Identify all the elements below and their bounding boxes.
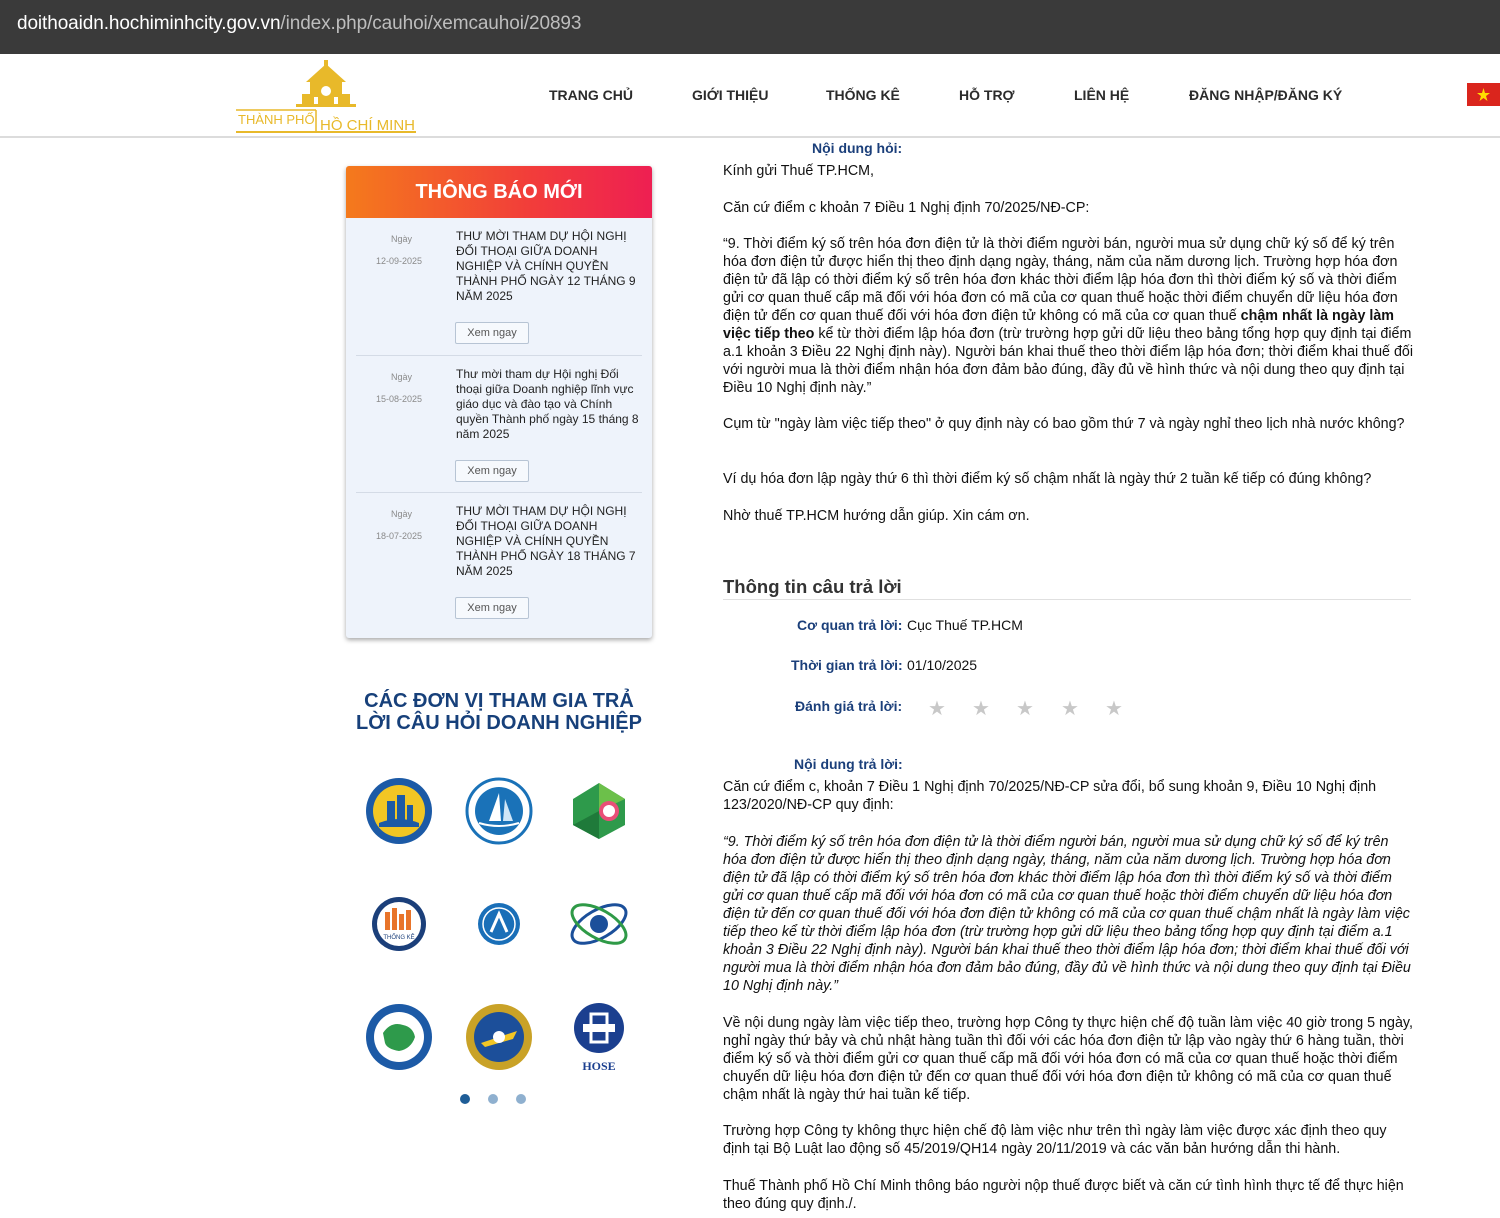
nha-be-emblem-icon <box>365 777 433 845</box>
notice-item <box>356 492 642 629</box>
nav-login-register[interactable]: ĐĂNG NHẬP/ĐĂNG KÝ <box>1189 87 1343 103</box>
logo-text-line2: HỒ CHÍ MINH <box>320 117 415 134</box>
url-text[interactable] <box>17 13 581 35</box>
question-paragraph: Kính gửi Thuế TP.HCM, <box>723 163 875 179</box>
new-notices-panel <box>346 166 652 638</box>
question-quote-part1: “9. Thời điểm ký số trên hóa đơn điện tử là thời điểm người bán, người mua sử dụng chữ ký số để ký trên hóa đơn điện tử được hiển thị theo định dạng ngày, tháng, năm của năm dương lịch. Trường hợp hóa đơn điện tử đã lập có thời điểm ký số trên hóa đơn khác thời điểm lập hóa đơn thì thời điểm ký số và thời điểm gửi cơ quan thuế cấp mã đối với hóa đơn có mã của cơ quan thuế hoặc thời điểm chuyển dữ liệu hóa đơn điện tử đến cơ quan thuế đối với hóa đơn điện tử không có mã của cơ quan thuế <box>723 236 1398 324</box>
view-now-button[interactable]: Xem ngay <box>455 460 529 482</box>
hose-emblem-icon <box>565 1000 633 1074</box>
notice-title[interactable]: THƯ MỜI THAM DỰ HỘI NGHỊ ĐỐI THOẠI GIỮA DOANH NGHIỆP VÀ CHÍNH QUYỀN THÀNH PHỐ NGÀY 12 THÁNG 9 NĂM 2025 <box>456 229 636 303</box>
carousel-dot-3[interactable] <box>516 1094 526 1104</box>
question-paragraph: Căn cứ điểm c khoản 7 Điều 1 Nghị định 70/2025/NĐ-CP: <box>723 200 1090 216</box>
url-host: doithoaidn.hochiminhcity.gov.vn <box>17 13 281 34</box>
notice-date: 12-09-2025 <box>376 256 423 266</box>
hose-logo-text: HOSE <box>582 1059 616 1073</box>
star-icon[interactable]: ★ <box>928 698 946 720</box>
nav-about[interactable]: GIỚI THIỆU <box>692 87 769 103</box>
notices-title: THÔNG BÁO MỚI <box>346 166 652 218</box>
nav-support[interactable]: HỖ TRỢ <box>959 87 1015 103</box>
notice-item <box>356 218 642 355</box>
star-icon[interactable]: ★ <box>1105 698 1123 720</box>
unit-logo-can-gio[interactable] <box>365 1003 433 1071</box>
unit-logo-hose[interactable] <box>565 1000 633 1073</box>
question-quote-part2: kể từ thời điểm lập hóa đơn (trừ trường hợp gửi dữ liệu theo bảng tổng hợp quy định tại điểm a.1 khoản 3 Điều 22 Nghị định này). Người bán khai thuế theo thời điểm lập hóa đơn; thời điểm khai thuế đối với người mua là thời điểm nhận hóa đơn đảm bảo đúng, đầy đủ về hình thức và nội dung theo quy định tại Điều 10 Nghị định này.” <box>723 326 1414 396</box>
units-title-line2: LỜI CÂU HỎI DOANH NGHIỆP <box>356 712 642 734</box>
unit-logo-qhkt[interactable] <box>565 777 633 845</box>
answer-rating-label: Đánh giá trả lời: <box>795 698 903 714</box>
participating-units-title <box>346 690 652 734</box>
browser-url-bar[interactable] <box>0 0 1500 54</box>
carousel-dot-2[interactable] <box>488 1094 498 1104</box>
answer-paragraph: Thuế Thành phố Hồ Chí Minh thông báo người nộp thuế được biết và căn cứ tình hình thực tế để thực hiện theo đúng quy định./. <box>723 1178 1404 1212</box>
flag-star-icon <box>1467 83 1500 106</box>
blue-circle-emblem-icon <box>465 890 533 958</box>
question-quote-bold: chậm nhất là ngày làm việc tiếp theo <box>723 308 1394 342</box>
question-quote <box>723 235 1415 397</box>
answer-time-value: 01/10/2025 <box>907 657 978 673</box>
statistics-logo-text: THỐNG KÊ <box>383 935 415 941</box>
question-paragraph: Cụm từ "ngày làm việc tiếp theo" ở quy định này có bao gồm thứ 7 và ngày nghỉ theo lịch nhà nước không? <box>723 416 1405 432</box>
qhkt-emblem-icon <box>565 777 633 845</box>
unit-logo-binh-chanh[interactable] <box>465 777 533 845</box>
site-logo[interactable] <box>236 60 421 134</box>
unit-logo-nha-be[interactable] <box>365 777 433 845</box>
notice-day-label: Ngày <box>391 509 413 519</box>
logo-text-line1: THÀNH PHỐ <box>238 112 315 127</box>
answer-content-label: Nội dung trả lời: <box>794 756 903 772</box>
notice-day-label: Ngày <box>391 234 413 244</box>
notice-item <box>356 355 642 492</box>
unit-logo-blue-circle[interactable] <box>465 890 533 958</box>
answer-paragraph: Trường hợp Công ty không thực hiện chế độ làm việc như trên thì ngày làm việc được xác định theo quy định tại Bộ Luật lao động số 45/2019/QH14 ngày 20/11/2019 và các văn bản hướng dẫn thi hành. <box>723 1123 1387 1157</box>
vietnam-flag-icon[interactable] <box>1467 83 1500 106</box>
answer-paragraph: Căn cứ điểm c, khoản 7 Điều 1 Nghị định 70/2025/NĐ-CP sửa đổi, bổ sung khoản 9, Điều 10 Nghị định 123/2020/NĐ-CP quy định: <box>723 779 1377 813</box>
question-content-label: Nội dung hỏi: <box>812 140 903 156</box>
science-tech-emblem-icon <box>565 890 633 958</box>
view-now-button[interactable]: Xem ngay <box>455 597 529 619</box>
can-gio-emblem-icon <box>365 1003 433 1071</box>
units-title-line1: CÁC ĐƠN VỊ THAM GIA TRẢ <box>364 690 634 712</box>
answer-agency-value: Cục Thuế TP.HCM <box>907 617 1023 633</box>
notice-title[interactable]: Thư mời tham dự Hội nghị Đối thoại giữa Doanh nghiệp lĩnh vực giáo dục và đào tạo và Chính quyền Thành phố ngày 15 tháng 8 năm 2025 <box>456 367 639 441</box>
answer-quote: “9. Thời điểm ký số trên hóa đơn điện tử là thời điểm người bán, người mua sử dụng chữ ký số để ký trên hóa đơn điện tử được hiển thị theo định dạng ngày, tháng, năm của năm dương lịch. Trường hợp hóa đơn điện tử đã lập có thời điểm ký số trên hóa đơn khác thời điểm lập hóa đơn thì thời điểm ký số và thời điểm gửi cơ quan thuế cấp mã đối với hóa đơn có mã của cơ quan thuế hoặc thời điểm chuyển dữ liệu hóa đơn điện tử đến cơ quan thuế đối với hóa đơn điện tử không có mã của cơ quan thuế chậm nhất là ngày làm việc tiếp theo kể từ thời điểm lập hóa đơn (trừ trường hợp gửi dữ liệu theo bảng tổng hợp quy định tại điểm a.1 khoản 3 Điều 22 Nghị định này). Người bán khai thuế theo thời điểm lập hóa đơn; thời điểm khai thuế đối với người mua là thời điểm nhận hóa đơn đảm bảo đúng, đầy đủ về hình thức và nội dung theo quy định tại Điều 10 Nghị định này.” <box>723 834 1411 994</box>
answer-agency-label: Cơ quan trả lời: <box>797 617 903 633</box>
star-icon[interactable]: ★ <box>1016 698 1034 720</box>
answer-time-label: Thời gian trả lời: <box>791 657 903 673</box>
notice-day-label: Ngày <box>391 372 413 382</box>
unit-logo-trade[interactable] <box>465 1003 533 1071</box>
nav-contact[interactable]: LIÊN HỆ <box>1074 87 1130 103</box>
question-paragraph: Nhờ thuế TP.HCM hướng dẫn giúp. Xin cám ơn. <box>723 508 1030 524</box>
nav-home[interactable]: TRANG CHỦ <box>549 87 633 103</box>
notice-title[interactable]: THƯ MỜI THAM DỰ HỘI NGHỊ ĐỐI THOẠI GIỮA DOANH NGHIỆP VÀ CHÍNH QUYỀN THÀNH PHỐ NGÀY 18 THÁNG 7 NĂM 2025 <box>456 504 636 578</box>
carousel-dot-1[interactable] <box>460 1094 470 1104</box>
city-hall-logo-icon <box>236 60 421 134</box>
trade-emblem-icon <box>465 1003 533 1071</box>
nav-statistics[interactable]: THỐNG KÊ <box>826 87 900 103</box>
answer-paragraph: Về nội dung ngày làm việc tiếp theo, trường hợp Công ty thực hiện chế độ tuần làm việc 40 giờ trong 5 ngày, nghỉ ngày thứ bảy và chủ nhật hàng tuần thì đối với các hóa đơn điện tử lập vào ngày thứ 6 hàng tuần, thời điểm ký số và thời điểm gửi cơ quan thuế cấp mã đối với hóa đơn có mã của cơ quan thuế hoặc thời điểm chuyển dữ liệu hóa đơn điện tử đến cơ quan thuế đối với hóa đơn điện tử không có mã của cơ quan thuế chậm nhất là ngày thứ hai tuần kế tiếp. <box>723 1015 1413 1103</box>
notice-date: 18-07-2025 <box>376 531 423 541</box>
question-paragraph: Ví dụ hóa đơn lập ngày thứ 6 thì thời điểm ký số chậm nhất là ngày thứ 2 tuần kế tiếp có đúng không? <box>723 471 1372 487</box>
url-path: /index.php/cauhoi/xemcauhoi/20893 <box>280 13 582 34</box>
unit-logo-thong-ke[interactable] <box>365 890 433 958</box>
view-now-button[interactable]: Xem ngay <box>455 322 529 344</box>
statistics-emblem-icon <box>365 890 433 958</box>
star-icon[interactable]: ★ <box>972 698 990 720</box>
answer-section-title: Thông tin câu trả lời <box>723 576 1411 600</box>
binh-chanh-emblem-icon <box>465 777 533 845</box>
unit-logo-science-tech[interactable] <box>565 890 633 958</box>
site-header <box>0 54 1500 138</box>
notice-date: 15-08-2025 <box>376 394 423 404</box>
star-icon[interactable]: ★ <box>1061 698 1079 720</box>
